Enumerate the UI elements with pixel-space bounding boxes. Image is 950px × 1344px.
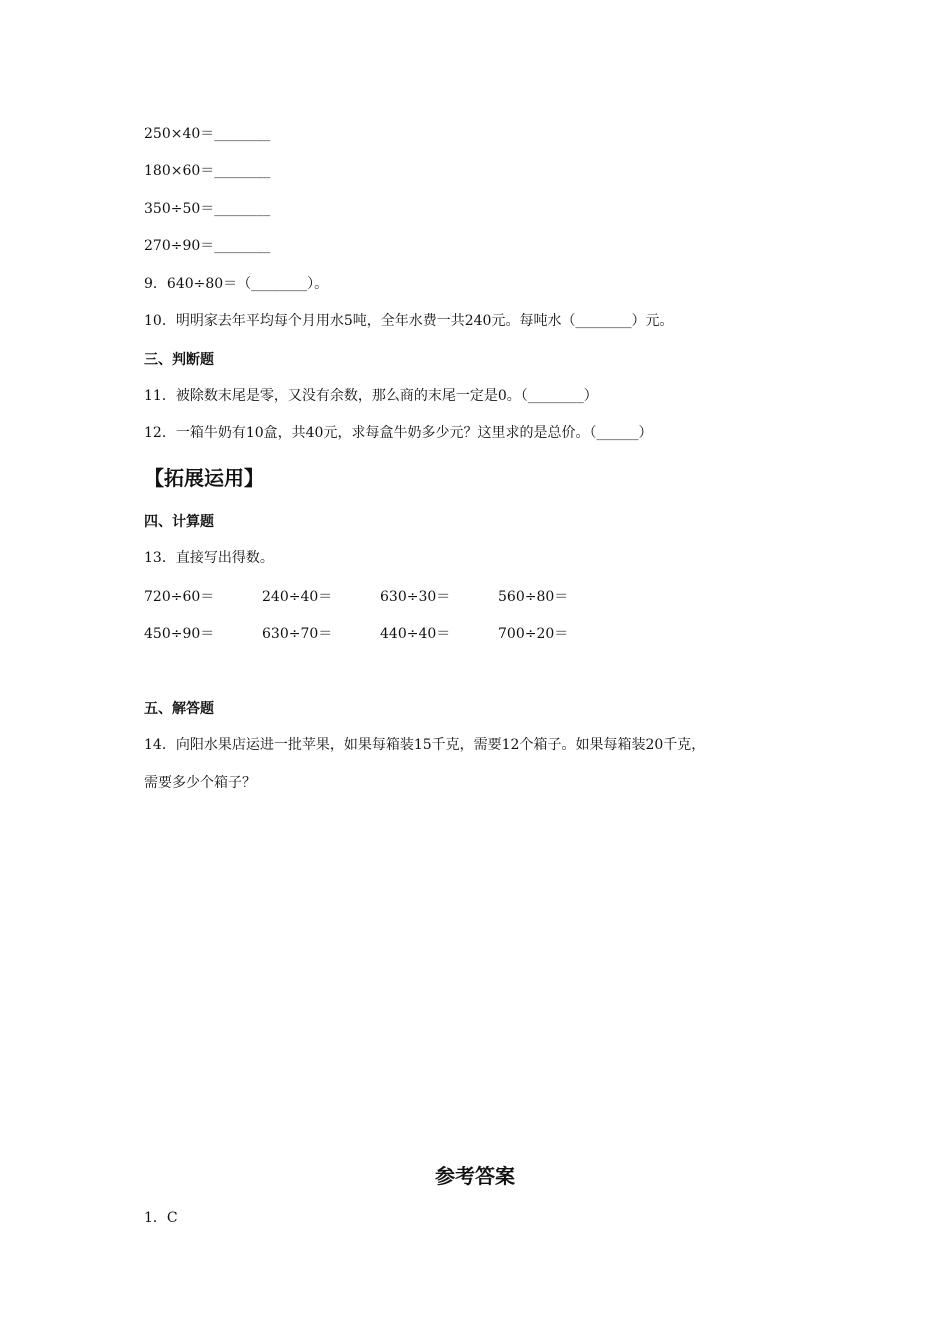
calc-cell: 450÷90＝ (144, 626, 215, 642)
section-4-title: 四、计算题 (144, 514, 214, 530)
question-10: 10．明明家去年平均每个月用水5吨，全年水费一共240元。每吨水（________）元。 (144, 313, 674, 329)
question-14-line-2: 需要多少个箱子？ (144, 775, 256, 791)
calc-cell: 630÷30＝ (380, 589, 451, 605)
exercise-350div50: 350÷50＝________ (144, 201, 271, 217)
question-11: 11．被除数末尾是零，又没有余数，那么商的末尾一定是0。（________） (144, 388, 598, 404)
calc-cell: 240÷40＝ (262, 589, 333, 605)
exercise-180x60: 180×60＝________ (144, 163, 271, 179)
calc-cell: 720÷60＝ (144, 589, 215, 605)
calc-cell: 700÷20＝ (498, 626, 569, 642)
answers-title: 参考答案 (435, 1164, 515, 1188)
exercise-250x40: 250×40＝________ (144, 126, 271, 142)
section-3-title: 三、判断题 (144, 352, 214, 368)
answer-1: 1．C (144, 1210, 178, 1226)
exercise-270div90: 270÷90＝________ (144, 238, 271, 254)
calc-cell: 440÷40＝ (380, 626, 451, 642)
section-5-title: 五、解答题 (144, 701, 214, 717)
calc-cell: 630÷70＝ (262, 626, 333, 642)
extension-heading: 【拓展运用】 (144, 466, 264, 490)
question-13: 13．直接写出得数。 (144, 550, 274, 566)
question-9: 9．640÷80＝（________）。 (144, 276, 329, 292)
calc-cell: 560÷80＝ (498, 589, 569, 605)
question-12: 12．一箱牛奶有10盒，共40元，求每盒牛奶多少元？这里求的是总价。（______） (144, 425, 653, 441)
question-14-line-1: 14．向阳水果店运进一批苹果，如果每箱装15千克，需要12个箱子。如果每箱装20千克， (144, 737, 706, 753)
